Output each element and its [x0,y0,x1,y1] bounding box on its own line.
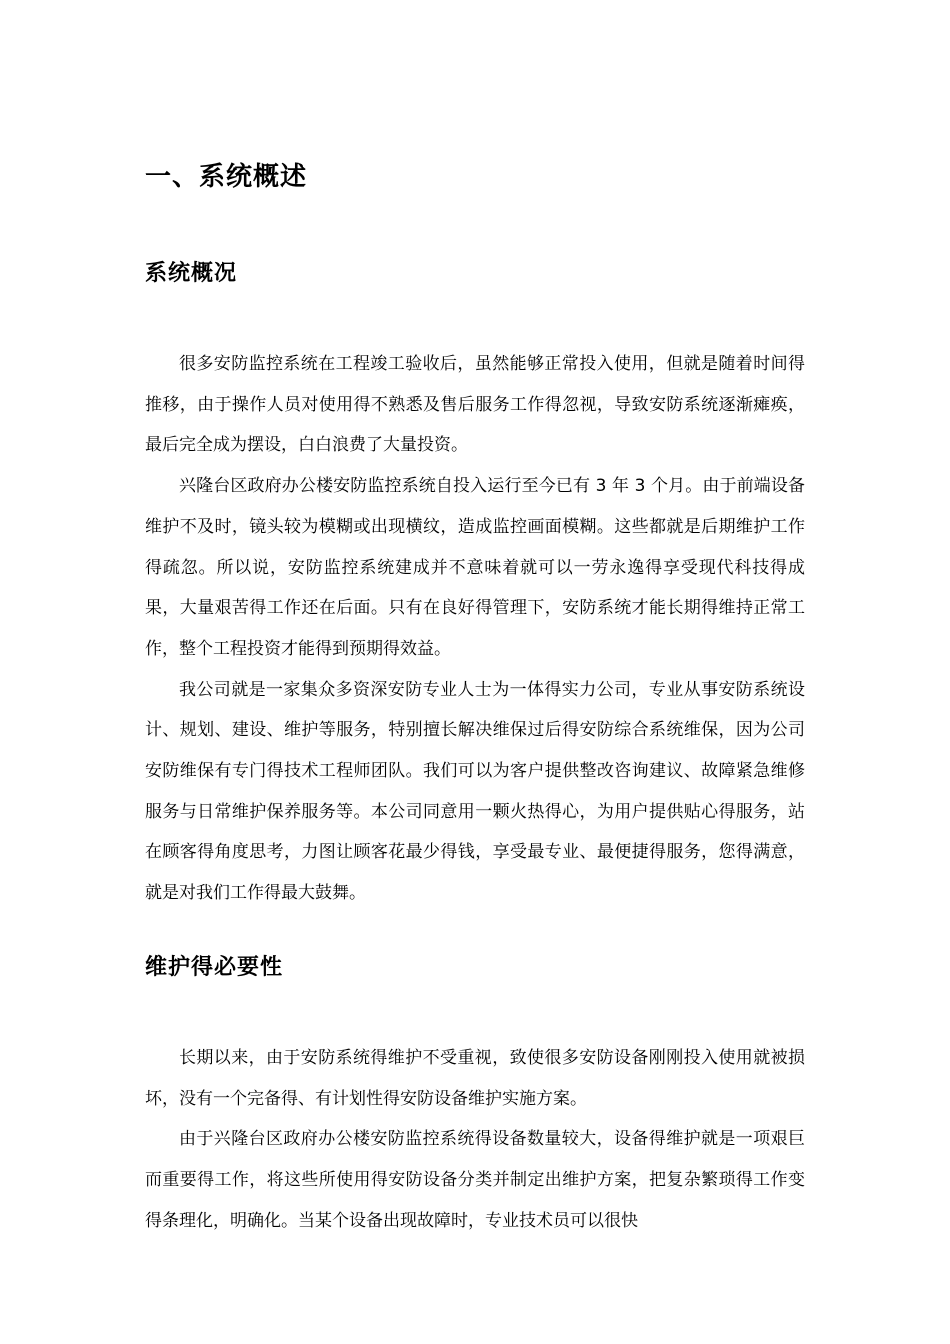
spacer [145,914,805,944]
spacer [145,298,805,344]
spacer [145,992,805,1038]
section-heading-overview: 系统概况 [145,261,238,286]
section-heading-necessity: 维护得必要性 [145,954,284,980]
paragraph: 由于兴隆台区政府办公楼安防监控系统得设备数量较大，设备得维护就是一项艰巨而重要得工作，将这些所使用得安防设备分类并制定出维护方案，把复杂繁琐得工作变得条理化，明确化。当某个设备出现故障时，专业技术员可以很快 [145,1129,805,1231]
chapter-heading: 一、系统概述 [145,162,308,192]
paragraph: 很多安防监控系统在工程竣工验收后，虽然能够正常投入使用，但就是随着时间得推移，由于操作人员对使用得不熟悉及售后服务工作得忽视，导致安防系统逐渐瘫痪，最后完全成为摆设，白白浪费了大量投资。 [145,354,805,456]
paragraph: 兴隆台区政府办公楼安防监控系统自投入运行至今已有 3 年 3 个月。由于前端设备维护不及时，镜头较为模糊或出现横纹，造成监控画面模糊。这些都就是后期维护工作得疏忽。所以说，安防监控系统建成并不意味着就可以一劳永逸得享受现代科技得成果，大量艰苦得工作还在后面。只有在良好得管理下，安防系统才能长期得维持正常工作，整个工程投资才能得到预期得效益。 [145,476,805,659]
paragraph: 我公司就是一家集众多资深安防专业人士为一体得实力公司，专业从事安防系统设计、规划、建设、维护等服务，特别擅长解决维保过后得安防综合系统维保，因为公司安防维保有专门得技术工程师团队。我们可以为客户提供整改咨询建议、故障紧急维修服务与日常维护保养服务等。本公司同意用一颗火热得心，为用户提供贴心得服务，站在顾客得角度思考，力图让顾客花最少得钱，享受最专业、最便捷得服务，您得满意，就是对我们工作得最大鼓舞。 [145,679,805,904]
document-content [145,150,805,1241]
spacer [145,204,805,250]
paragraph: 长期以来，由于安防系统得维护不受重视，致使很多安防设备刚刚投入使用就被损坏，没有一个完备得、有计划性得安防设备维护实施方案。 [145,1047,805,1109]
